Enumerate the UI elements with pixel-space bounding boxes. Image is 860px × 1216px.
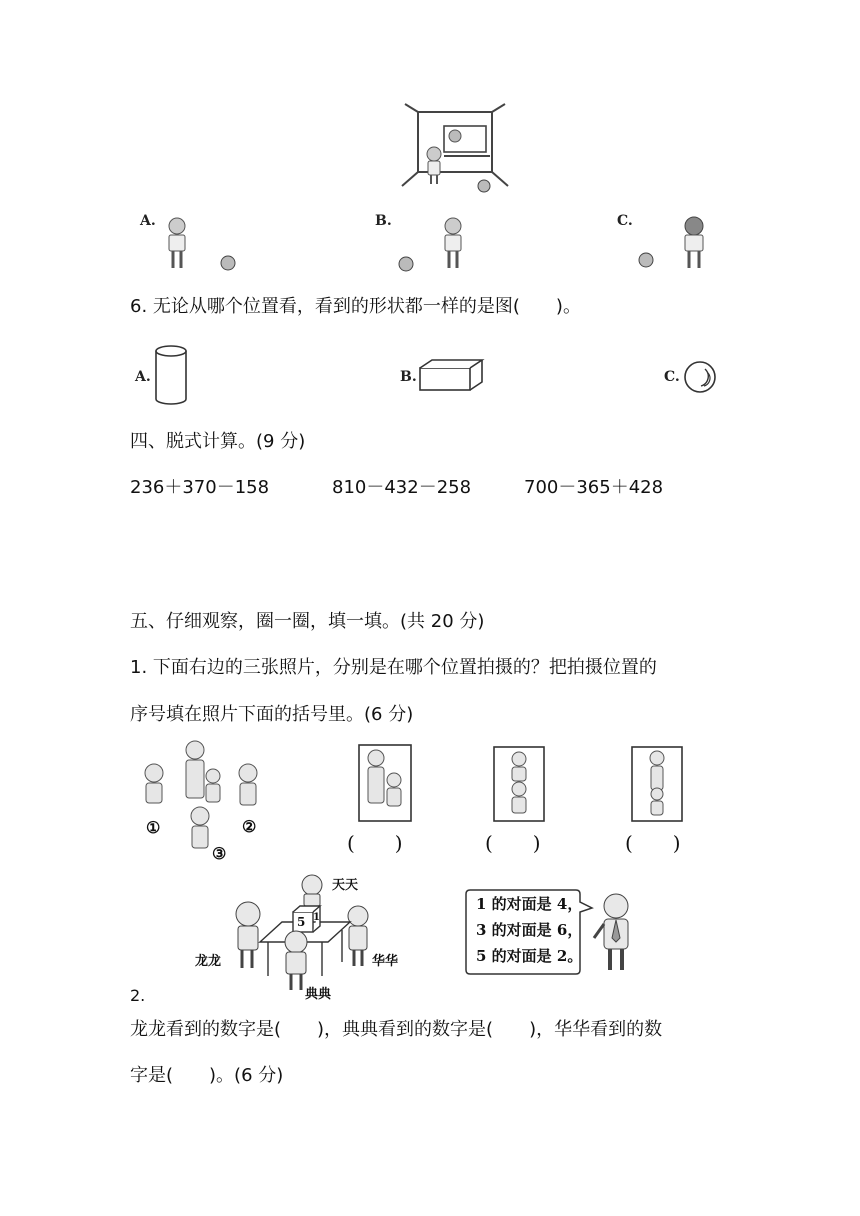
cuboid-figure — [418, 358, 484, 392]
q6-option-b-label: B. — [400, 369, 417, 385]
bubble-line-2: 3 的对面是 6， — [476, 921, 583, 939]
photo-1-answer-paren[interactable]: ( ) — [347, 831, 403, 855]
position-3-label: ③ — [212, 844, 227, 863]
section4-title: 四、脱式计算。(9 分) — [130, 431, 306, 452]
cube-digit-side: 1 — [313, 912, 320, 923]
q2-number: 2. — [130, 986, 146, 1005]
cylinder-figure — [153, 344, 189, 406]
expression-1: 236＋370－158 — [130, 477, 270, 498]
q6-option-a-label: A. — [135, 369, 151, 385]
bubble-line-1: 1 的对面是 4， — [476, 895, 583, 913]
bubble-line-3: 5 的对面是 2。 — [476, 947, 583, 965]
sphere-figure — [683, 360, 717, 394]
name-diandian: 典典 — [305, 987, 332, 1002]
expression-3: 700－365＋428 — [524, 477, 664, 498]
name-tiantian: 天天 — [332, 878, 359, 893]
q5-option-b-figure — [395, 216, 475, 272]
photo-2-answer-paren[interactable]: ( ) — [485, 831, 541, 855]
photo-1 — [358, 744, 412, 822]
q5-option-b-label: B. — [375, 213, 392, 229]
room-scene-figure — [400, 102, 510, 190]
q6-question: 6. 无论从哪个位置看，看到的形状都一样的是图( )。 — [130, 296, 581, 317]
position-1-label: ① — [146, 818, 161, 837]
photo-2 — [493, 746, 545, 822]
expression-2: 810－432－258 — [332, 477, 472, 498]
q2-text-line1: 龙龙看到的数字是( )，典典看到的数字是( )，华华看到的数 — [130, 1019, 663, 1040]
photo-3-answer-paren[interactable]: ( ) — [625, 831, 681, 855]
q1-text-line1: 1. 下面右边的三张照片，分别是在哪个位置拍摄的？把拍摄位置的 — [130, 657, 657, 678]
teacher-figure — [590, 892, 640, 972]
name-huahua: 华华 — [372, 954, 399, 969]
q6-option-c-label: C. — [664, 369, 680, 385]
cube-digit-front: 5 — [297, 915, 306, 929]
q2-table-scene — [230, 872, 390, 994]
section5-title: 五、仔细观察，圈一圈，填一填。(共 20 分) — [130, 611, 485, 632]
q1-text-line2: 序号填在照片下面的括号里。(6 分) — [130, 704, 414, 725]
position-2-label: ② — [242, 817, 257, 836]
name-longlong: 龙龙 — [195, 954, 222, 969]
q1-people-scene — [138, 738, 278, 864]
q5-option-a-label: A. — [140, 213, 156, 229]
photo-3 — [631, 746, 683, 822]
q5-option-c-label: C. — [617, 213, 633, 229]
bubble-text — [476, 891, 582, 969]
q5-option-c-figure — [636, 216, 716, 272]
q5-option-a-figure — [160, 216, 240, 272]
q2-text-line2: 字是( )。(6 分) — [130, 1065, 284, 1086]
